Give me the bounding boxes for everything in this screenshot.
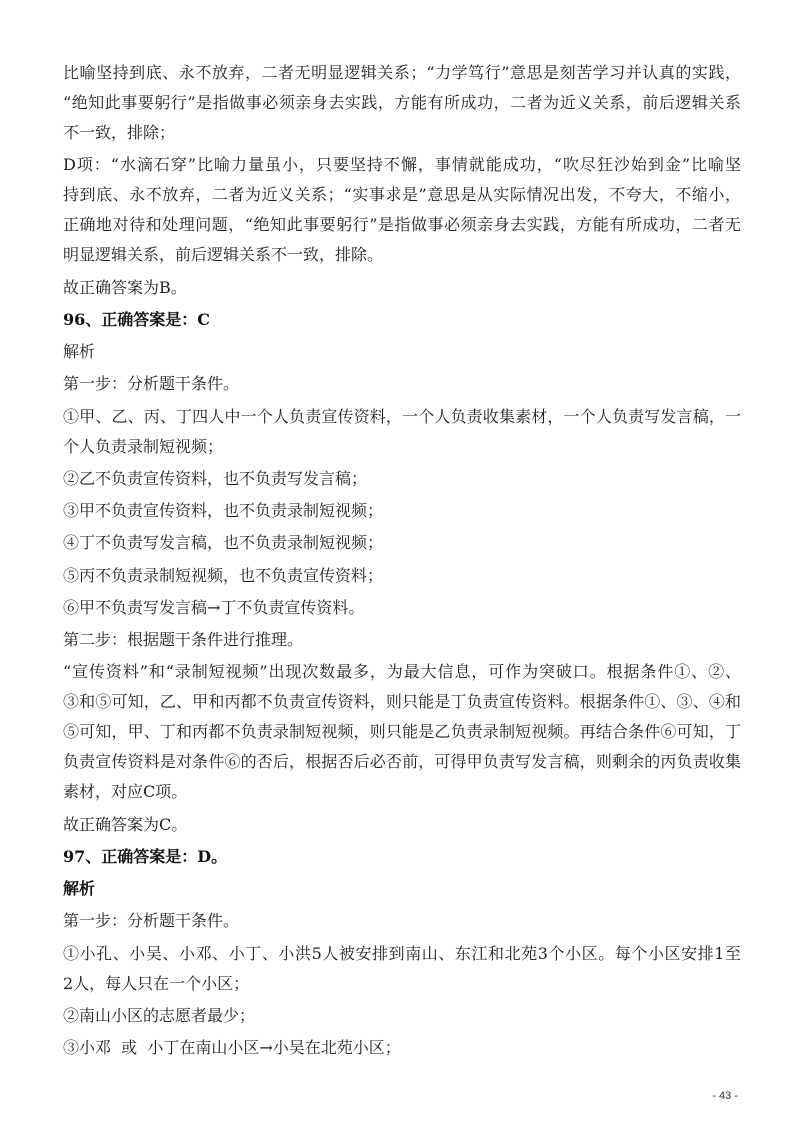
q96-answer: [63, 810, 741, 840]
text-line: 不一致，排除；: [63, 123, 176, 142]
text-line: 素材，对应C项。: [63, 782, 188, 802]
text-line: 故正确答案为C。: [63, 814, 188, 834]
q96-step2-title: [63, 625, 741, 655]
text-line: 96、正确答案是：C: [63, 309, 211, 329]
page-number: - 43 -: [712, 1090, 738, 1102]
q96-condition-4: [63, 528, 741, 558]
q97-analysis-label: [63, 874, 741, 904]
q95-explanation-paragraph: [63, 58, 741, 148]
text-line: 第一步：分析题干条件。: [63, 911, 240, 931]
document-page: [63, 58, 741, 1065]
text-line: ⑤可知，甲、丁和丙都不负责录制短视频，则只能是乙负责录制短视频。再结合条件⑥可知，丁: [63, 722, 741, 742]
q96-condition-5: [63, 561, 741, 591]
text-line: ③和⑤可知，乙、甲和丙都不负责宣传资料，则只能是丁负责宣传资料。根据条件①、③、④和: [63, 692, 741, 712]
text-line: 故正确答案为B。: [63, 277, 187, 297]
text-line: 97、正确答案是：D。: [63, 846, 228, 866]
text-line: ①甲、乙、丙、丁四人中一个人负责宣传资料，一个人负责收集素材，一个人负责写发言稿，一: [63, 406, 741, 426]
text-line: 解析: [63, 879, 96, 898]
q96-condition-6: [63, 593, 741, 623]
text-line: 2人，每人只在一个小区；: [63, 973, 250, 993]
text-line: 个人负责录制短视频；: [63, 436, 224, 456]
text-line: 解析: [63, 342, 96, 361]
text-line: D项：“水滴石穿”比喻力量虽小，只要坚持不懈，事情就能成功，“吹尽狂沙始到金”比喻坚: [63, 155, 741, 175]
text-line: ⑥甲不负责写发言稿→丁不负责宣传资料。: [63, 597, 365, 617]
option-d-analysis: [63, 150, 741, 270]
text-line: 正确地对待和处理问题，“绝知此事要躬行”是指做事必须亲身去实践，方能有所成功，二者无: [63, 215, 741, 235]
q97-heading: [63, 842, 741, 872]
text-line: “绝知此事要躬行”是指做事必须亲身去实践，方能有所成功，二者为近义关系，前后逻辑关系: [63, 93, 741, 112]
q96-condition-1: [63, 402, 741, 462]
q97-condition-2: [63, 1001, 741, 1031]
text-line: ③小邓 或 小丁在南山小区→小吴在北苑小区；: [63, 1038, 401, 1057]
text-line: ③甲不负责宣传资料，也不负责录制短视频；: [63, 501, 384, 520]
text-line: ②南山小区的志愿者最少；: [63, 1005, 256, 1025]
text-line: 第一步：分析题干条件。: [63, 374, 240, 394]
q96-heading: [63, 305, 741, 335]
text-line: ②乙不负责宣传资料，也不负责写发言稿；: [63, 468, 368, 488]
text-line: “宣传资料”和“录制短视频”出现次数最多，为最大信息，可作为突破口。根据条件①、②、: [63, 662, 741, 682]
q97-step1-title: [63, 906, 741, 936]
q97-condition-1: [63, 939, 741, 999]
q96-analysis-label: [63, 337, 741, 367]
text-line: 持到底、永不放弃，二者为近义关系；“实事求是”意思是从实际情况出发，不夸大，不缩小，: [63, 185, 741, 205]
q97-condition-3: [63, 1033, 741, 1063]
text-line: 负责宣传资料是对条件⑥的否后，根据否后必否前，可得甲负责写发言稿，则剩余的丙负责收集: [63, 752, 741, 772]
text-line: ④丁不负责写发言稿，也不负责录制短视频；: [63, 533, 384, 553]
q96-condition-3: [63, 496, 741, 526]
text-line: 第二步：根据题干条件进行推理。: [63, 630, 304, 649]
q95-answer: [63, 273, 741, 303]
text-line: ⑤丙不负责录制短视频，也不负责宣传资料；: [63, 565, 384, 585]
q96-condition-2: [63, 464, 741, 494]
q96-step1-title: [63, 369, 741, 399]
q96-reasoning: [63, 657, 741, 807]
text-line: 明显逻辑关系，前后逻辑关系不一致，排除。: [63, 245, 384, 265]
text-line: 比喻坚持到底、永不放弃，二者无明显逻辑关系；“力学笃行”意思是刻苦学习并认真的实践，: [63, 63, 741, 82]
text-line: ①小孔、小吴、小邓、小丁、小洪5人被安排到南山、东江和北苑3个小区。每个小区安排1至: [63, 943, 741, 963]
